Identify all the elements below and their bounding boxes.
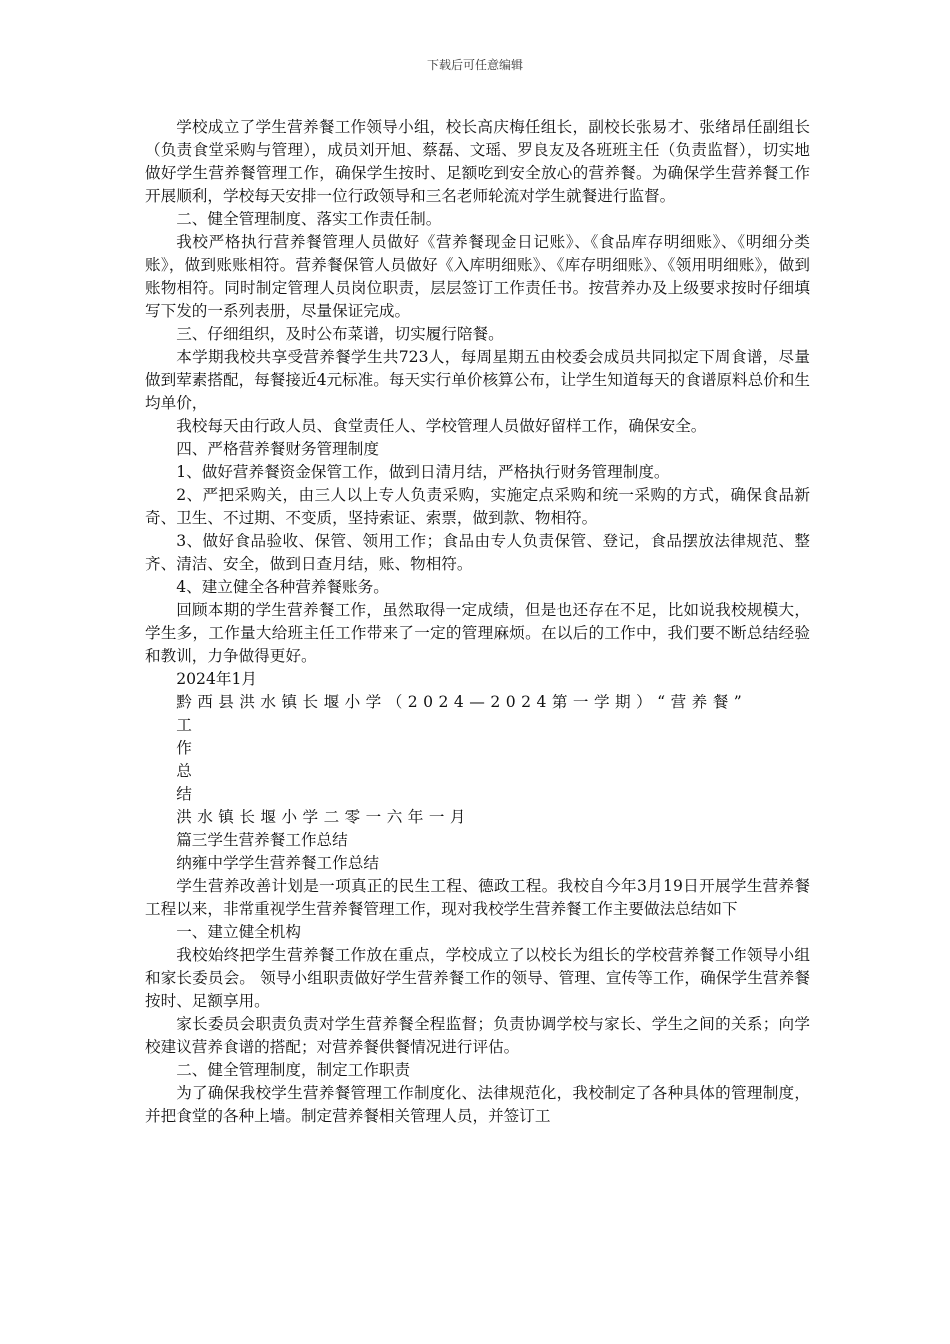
section-heading: 一、建立健全机构: [176, 923, 301, 941]
section-heading: 三、仔细组织，及时公布菜谱，切实履行陪餐。: [176, 325, 504, 343]
section-heading: 二、健全管理制度，制定工作职责: [176, 1061, 411, 1079]
signature-line: 洪水镇长堰小学二零一六年一月: [176, 808, 471, 826]
list-item: 4、建立健全各种营养餐账务。: [176, 578, 389, 596]
list-item: 1、做好营养餐资金保管工作，做到日清月结，严格执行财务管理制度。: [176, 463, 670, 481]
paragraph: 我校严格执行营养餐管理人员做好《营养餐现金日记账》、《食品库存明细账》、《明细分类账》，做到账账相符。营养餐保管人员做好《入库明细账》、《库存明细账》、《领用明细账》，做到账物相符。同时制定管理人员岗位职责，层层签订工作责任书。按营养办及上级要求按时仔细填写下发的一系列表册，尽量保证完成。: [145, 233, 810, 320]
chapter-title: 纳雍中学学生营养餐工作总结: [176, 854, 379, 872]
paragraph: 学生营养改善计划是一项真正的民生工程、德政工程。我校自今年3月19日开展学生营养餐工程以来，非常重视学生营养餐管理工作，现对我校学生营养餐工作主要做法总结如下: [145, 877, 810, 918]
paragraph: 家长委员会职责负责对学生营养餐全程监督；负责协调学校与家长、学生之间的关系；向学校建议营养食谱的搭配；对营养餐供餐情况进行评估。: [145, 1015, 810, 1056]
title-char: 工: [176, 716, 192, 734]
paragraph: 我校每天由行政人员、食堂责任人、学校管理人员做好留样工作，确保安全。: [176, 417, 707, 435]
title-char: 结: [176, 785, 192, 803]
list-item: 2、严把采购关，由三人以上专人负责采购，实施定点采购和统一采购的方式，确保食品新奇、卫生、不过期、不变质，坚持索证、索票，做到款、物相符。: [145, 486, 810, 527]
page-header: 下载后可任意编辑: [426, 58, 523, 72]
school-name: 黔西县洪水镇长堰小学（2024—2024第一学期）“营养餐”: [176, 693, 748, 711]
paragraph: 学校成立了学生营养餐工作领导小组，校长高庆梅任组长，副校长张易才、张绪昂任副组长（负责食堂采购与管理），成员刘开旭、蔡磊、文瑶、罗良友及各班班主任（负责监督），切实地做好学生营养餐管理工作，确保学生按时、足额吃到安全放心的营养餐。为确保学生营养餐工作开展顺利，学校每天安排一位行政领导和三名老师轮流对学生就餐进行监督。: [145, 118, 810, 205]
date-line: 2024年1月: [176, 670, 257, 688]
paragraph: 回顾本期的学生营养餐工作，虽然取得一定成绩，但是也还存在不足，比如说我校规模大，学生多，工作量大给班主任工作带来了一定的管理麻烦。在以后的工作中，我们要不断总结经验和教训，力争做得更好。: [145, 601, 810, 665]
section-heading: 二、健全管理制度、落实工作责任制。: [176, 210, 442, 228]
title-char: 总: [176, 762, 192, 780]
paragraph: 为了确保我校学生营养餐管理工作制度化、法律规范化，我校制定了各种具体的管理制度，并把食堂的各种上墙。制定营养餐相关管理人员，并签订工: [145, 1084, 810, 1125]
section-heading: 四、严格营养餐财务管理制度: [176, 440, 379, 458]
report-title: [145, 691, 810, 714]
document-body: [145, 116, 810, 1128]
chapter-heading: 篇三学生营养餐工作总结: [176, 831, 348, 849]
paragraph: 本学期我校共享受营养餐学生共723人，每周星期五由校委会成员共同拟定下周食谱，尽量做到荤素搭配，每餐接近4元标准。每天实行单价核算公布，让学生知道每天的食谱原料总价和生均单价，: [145, 348, 810, 412]
title-char: 作: [176, 739, 192, 757]
list-item: 3、做好食品验收、保管、领用工作；食品由专人负责保管、登记，食品摆放法律规范、整齐、清洁、安全，做到日查月结，账、物相符。: [145, 532, 810, 573]
paragraph: 我校始终把学生营养餐工作放在重点，学校成立了以校长为组长的学校营养餐工作领导小组和家长委员会。 领导小组职责做好学生营养餐工作的领导、管理、宣传等工作，确保学生营养餐按时、足额享用。: [145, 946, 810, 1010]
